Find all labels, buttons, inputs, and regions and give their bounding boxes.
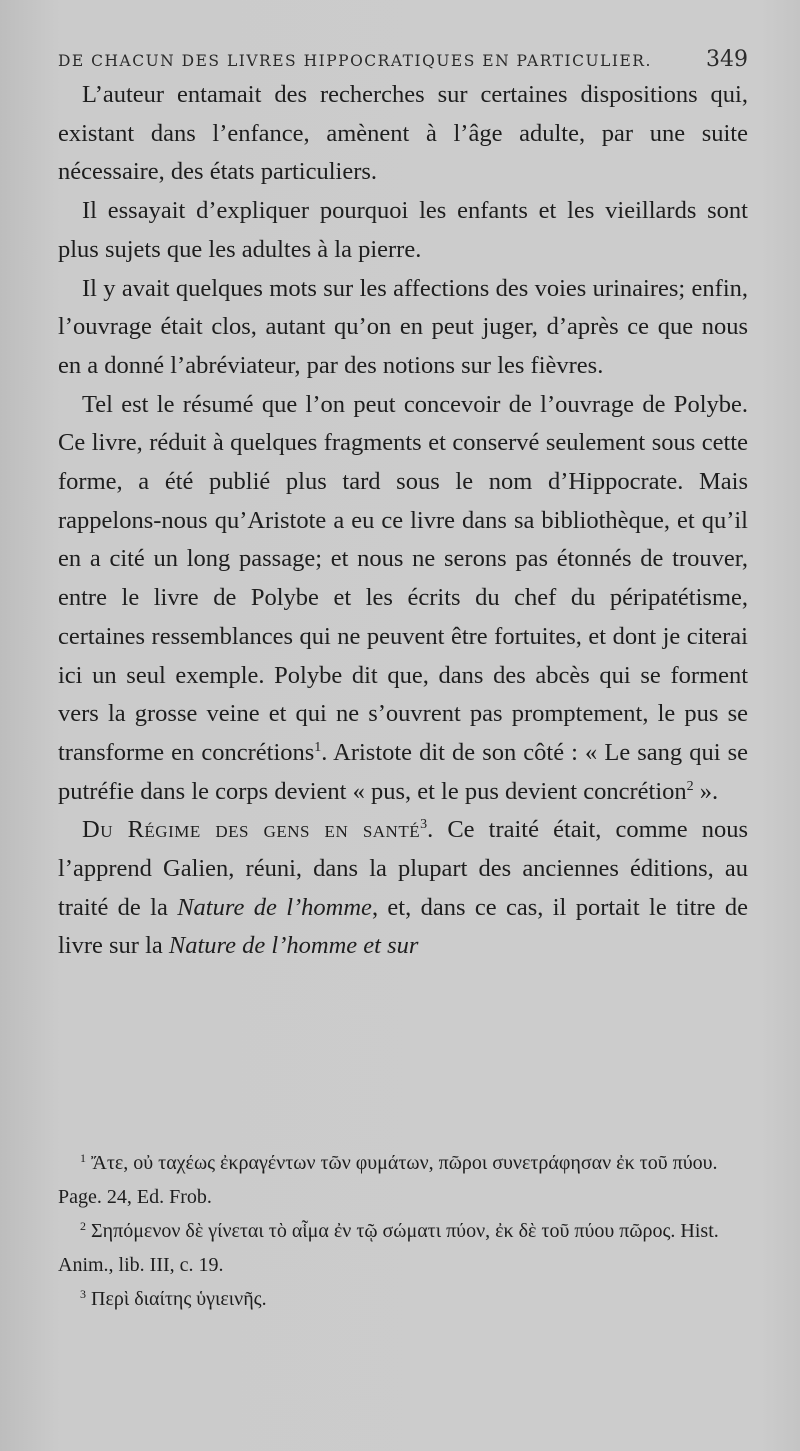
footnote-ref-3: 3 xyxy=(420,817,428,833)
paragraph-3: Il y avait quelques mots sur les affections des voies urinaires; enfin, l’ouvrage était clos, autant qu’on en peut juger, d’après ce que nous en a donné l’abréviateur, par des notions sur les fièvres. xyxy=(58,274,748,379)
footnote-ref-2: 2 xyxy=(686,778,694,794)
running-head xyxy=(58,44,748,76)
footnote-2 xyxy=(58,1214,748,1282)
footnote-1 xyxy=(58,1146,748,1214)
paragraph-5-text-b: , et, dans ce cas, il portait le titre de livre sur la xyxy=(58,893,748,960)
footnote-number: 1 xyxy=(80,1151,86,1165)
footnotes xyxy=(58,1146,748,1316)
paragraph-4 xyxy=(58,386,748,812)
body-text xyxy=(58,76,748,966)
footnote-number: 3 xyxy=(80,1287,86,1301)
footnote-text: Ἄτε, οὐ ταχέως ἐκραγέντων τῶν φυμάτων, πῶροι συνετράφησαν ἐκ τοῦ πύου. Page. 24, Ed. Frob. xyxy=(58,1152,718,1208)
paragraph-4-text-b: . Aristote dit de son côté : « Le sang qui se putréfie dans le corps devient « pus, et le pus devient concrétion xyxy=(58,738,748,805)
paragraph-4-text-a: Tel est le résumé que l’on peut concevoir de l’ouvrage de Polybe. Ce livre, réduit à quelques fragments et conservé seulement sous cette forme, a été publié plus tard sous le nom d’Hippocrate. Mais rappelons-nous qu’Aristote a eu ce livre dans sa bibliothèque, et qu’il en a cité un long passage; et nous ne serons pas étonnés de trouver, entre le livre de Polybe et les écrits du chef du péripatétisme, certaines ressemblances qui ne peuvent être fortuites, et dont je citerai ici un seul exemple. Polybe dit que, dans des abcès qui se forment vers la grosse veine et qui ne s’ouvrent pas promptement, le pus se transforme en concrétions xyxy=(58,390,748,766)
italic-title-2: Nature de l’homme et sur xyxy=(168,932,419,960)
footnote-text: Περὶ διαίτης ὑγιεινῆς. xyxy=(91,1288,267,1310)
footnote-3 xyxy=(58,1282,748,1316)
italic-title-1: Nature de l’homme xyxy=(177,893,372,921)
paragraph-5 xyxy=(58,811,748,966)
footnote-number: 2 xyxy=(80,1219,86,1233)
footnote-text: Σηπόμενον δὲ γίνεται τὸ αἷμα ἐν τῷ σώματι πύον, ἐκ δὲ τοῦ πύου πῶρος. Hist. Anim., lib. III, c. 19. xyxy=(58,1220,719,1276)
footnote-ref-1: 1 xyxy=(314,739,322,755)
running-head-title: DE CHACUN DES LIVRES HIPPOCRATIQUES EN PARTICULIER. xyxy=(58,52,652,70)
paragraph-2: Il essayait d’expliquer pourquoi les enfants et les vieillards sont plus sujets que les adultes à la pierre. xyxy=(58,197,748,263)
page-number: 349 xyxy=(706,47,748,72)
paragraph-5-text-a: . Ce traité était, comme nous l’apprend Galien, réuni, dans la plupart des anciennes éditions, au traité de la xyxy=(58,816,748,921)
section-heading: Du Régime des gens en santé xyxy=(82,816,421,844)
paragraph-4-text-c: ». xyxy=(693,777,719,805)
paragraph-1: L’auteur entamait des recherches sur certaines dispositions qui, existant dans l’enfance, amènent à l’âge adulte, par une suite nécessaire, des états particuliers. xyxy=(58,81,748,186)
